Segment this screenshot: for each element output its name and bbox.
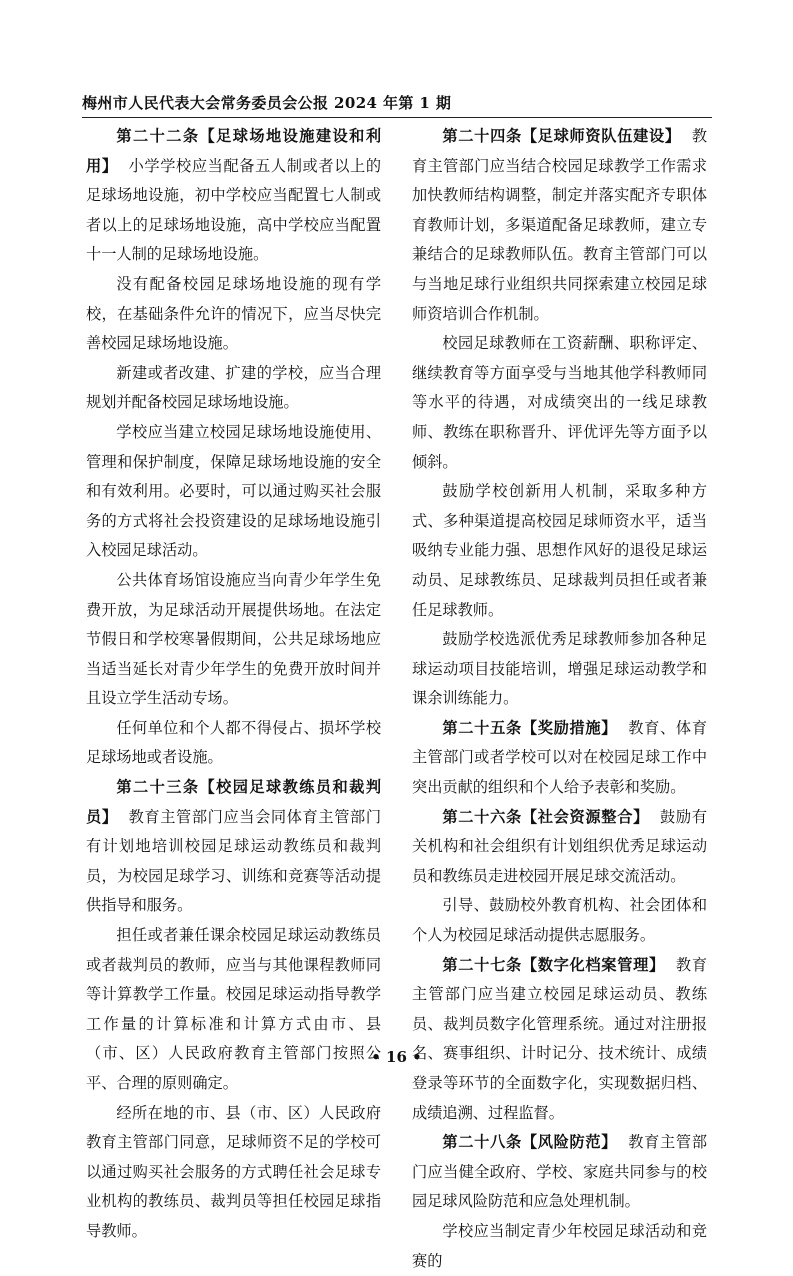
paragraph-art28-2 [412,1217,707,1276]
paragraph-text: 新建或者改建、扩建的学校，应当合理规划并配备校园足球场地设施。 [86,363,381,412]
paragraph-text: 没有配备校园足球场地设施的现有学校，在基础条件允许的情况下，应当尽快完善校园足球场地设施。 [86,274,381,353]
bulletin-header: 梅州市人民代表大会常务委员会公报 2024 年第 1 期 [82,94,452,112]
right-column [412,122,707,1276]
paragraph-text: 公共体育场馆设施应当向青少年学生免费开放，为足球活动开展提供场地。在法定节假日和学校寒暑假期间，公共足球场地应当适当延长对青少年学生的免费开放时间并且设立学生活动专场。 [86,570,381,708]
paragraph-text: 经所在地的市、县（市、区）人民政府教育主管部门同意，足球师资不足的学校可以通过购买社会服务的方式聘任社会足球专业机构的教练员、裁判员等担任校园足球指导教师。 [86,1103,381,1240]
paragraph-art24-4 [412,625,707,714]
article-title-27: 第二十七条【数字化档案管理】 [442,955,665,974]
paragraph-text: 担任或者兼任课余校园足球运动教练员或者裁判员的教师，应当与其他课程教师同等计算教学工作量。校园足球运动指导教学工作量的计算标准和计算方式由市、县（市、区）人民政府教育主管部门按照公平、合理的原则确定。 [86,926,381,1092]
paragraph-art26-2 [412,891,707,950]
paragraph-text: 鼓励学校创新用人机制，采取多种方式、多种渠道提高校园足球师资水平，适当吸纳专业能力强、思想作风好的退役足球运动员、足球教练员、足球裁判员担任或者兼任足球教师。 [412,482,707,619]
paragraph-text: 教育主管部门应当健全政府、学校、家庭共同参与的校园足球风险防范和应急处理机制。 [412,1133,707,1211]
page-number: • 16 • [371,1048,422,1066]
paragraph-art24-1 [412,122,707,329]
paragraph-text: 教育主管部门应当会同体育主管部门有计划地培训校园足球运动教练员和裁判员，为校园足球学习、训练和竞赛等活动提供指导和服务。 [86,807,382,915]
article-title-23: 第二十三条【校园足球教练员和裁判员】 [86,778,381,826]
paragraph-art23-2 [86,921,381,1099]
paragraph-art23-3 [86,1099,381,1247]
article-title-25: 第二十五条【奖励措施】 [442,718,618,737]
left-column [86,122,381,1247]
paragraph-text: 引导、鼓励校外教育机构、社会团体和个人为校园足球活动提供志愿服务。 [412,896,707,945]
paragraph-art22-3 [86,359,381,418]
paragraph-text: 鼓励学校选派优秀足球教师参加各种足球运动项目技能培训，增强足球运动教学和课余训练能力。 [412,630,707,708]
article-title-28: 第二十八条【风险防范】 [442,1133,618,1152]
header-divider [82,117,712,118]
paragraph-art26-1 [412,803,707,892]
paragraph-text: 鼓励有关机构和社会组织有计划组织优秀足球运动员和教练员走进校园开展足球交流活动。 [412,807,707,885]
paragraph-text: 校园足球教师在工资薪酬、职称评定、继续教育等方面享受与当地其他学科教师同等水平的待遇，对成绩突出的一线足球教师、教练在职称晋升、评优评先等方面予以倾斜。 [412,334,707,471]
paragraph-text: 任何单位和个人都不得侵占、损坏学校足球场地或者设施。 [86,718,381,767]
article-title-22: 第二十二条【足球场地设施建设和利用】 [86,127,381,175]
paragraph-art28-1 [412,1128,707,1217]
paragraph-art22-2 [86,270,381,359]
paragraph-text: 学校应当制定青少年校园足球活动和竞赛的 [412,1221,707,1270]
paragraph-text: 教育主管部门应当建立校园足球运动员、教练员、裁判员数字化管理系统。通过对注册报名、赛事组织、计时记分、技术统计、成绩登录等环节的全面数字化，实现数据归档、成绩追溯、过程监督。 [412,955,707,1122]
paragraph-art25 [412,714,707,803]
article-title-24: 第二十四条【足球师资队伍建设】 [442,127,681,145]
paragraph-text: 小学学校应当配备五人制或者以上的足球场地设施，初中学校应当配置七人制或者以上的足球场地设施，高中学校应当配置十一人制的足球场地设施。 [86,156,382,264]
paragraph-art23-1 [86,773,381,921]
paragraph-art22-6 [86,714,381,773]
paragraph-art24-2 [412,329,707,477]
paragraph-text: 教育主管部门应当结合校园足球教学工作需求加快教师结构调整，制定并落实配齐专职体育教师计划，多渠道配备足球教师，建立专兼结合的足球教师队伍。教育主管部门可以与当地足球行业组织共同探索建立校园足球师资培训合作机制。 [412,127,707,323]
paragraph-text: 教育、体育主管部门或者学校可以对在校园足球工作中突出贡献的组织和个人给予表彰和奖励。 [412,718,707,797]
paragraph-art22-4 [86,418,381,566]
paragraph-art22-1 [86,122,381,270]
paragraph-text: 学校应当建立校园足球场地设施使用、管理和保护制度，保障足球场地设施的安全和有效利用。必要时，可以通过购买社会服务的方式将社会投资建设的足球场地设施引入校园足球活动。 [86,422,381,560]
article-title-26: 第二十六条【社会资源整合】 [442,807,649,826]
paragraph-art24-3 [412,477,707,625]
paragraph-art22-5 [86,566,381,714]
paragraph-art27 [412,951,707,1129]
